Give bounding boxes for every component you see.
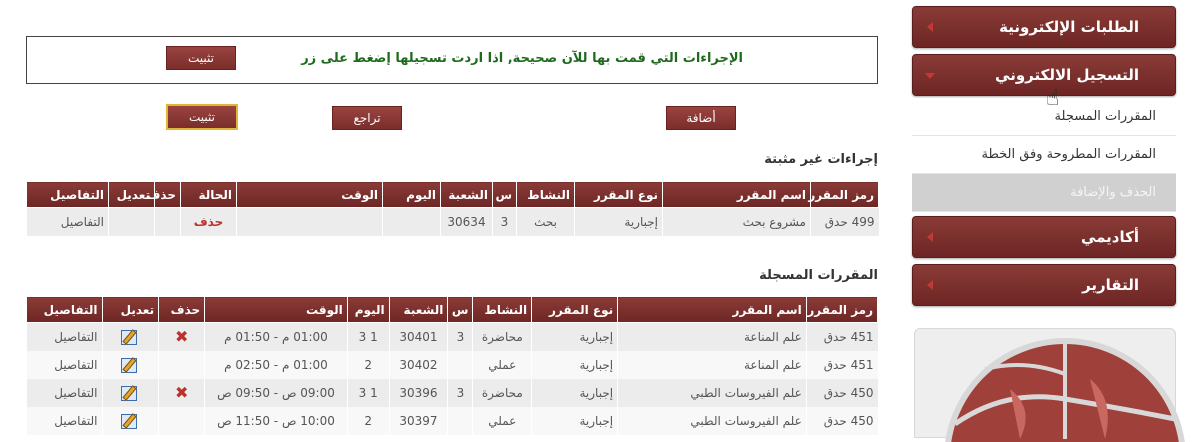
confirm-button[interactable]: تثبيت — [166, 104, 238, 130]
delete-icon[interactable]: ✖ — [174, 383, 189, 402]
subitem-registered-courses[interactable] — [912, 98, 1176, 136]
cell-day: 1 3 — [347, 323, 389, 351]
sidebar-item-academic[interactable] — [912, 216, 1176, 258]
cell-edit — [109, 208, 155, 236]
cell-code: 451 حدق — [806, 351, 877, 379]
col-header: اليوم — [383, 182, 441, 208]
col-header: رمز المقرر — [811, 182, 879, 208]
table-row — [27, 208, 879, 236]
cell-activity: محاضرة — [473, 379, 532, 407]
cell-time: 10:00 ص - 11:50 ص — [205, 407, 348, 435]
col-header: حذف — [155, 182, 181, 208]
cell-delete — [155, 208, 181, 236]
col-header: نوع المقرر — [532, 297, 618, 323]
sidebar-item-reports[interactable] — [912, 264, 1176, 306]
col-header: النشاط — [517, 182, 575, 208]
col-header: س — [493, 182, 517, 208]
cell-edit — [102, 407, 159, 435]
details-link[interactable]: التفاصيل — [27, 208, 109, 236]
chevron-down-icon — [925, 73, 935, 79]
edit-icon[interactable] — [121, 357, 139, 373]
edit-icon[interactable] — [121, 413, 139, 429]
registered-section-title: المقررات المسجلة — [759, 268, 878, 283]
sidebar-item-label: التقارير — [1082, 276, 1139, 294]
sidebar-item-label: أكاديمي — [1080, 228, 1139, 246]
col-header: تعديل — [102, 297, 159, 323]
cell-delete — [159, 379, 205, 407]
hand-cursor-icon: ☝ — [1046, 86, 1060, 111]
globe-banner — [914, 328, 1176, 438]
cell-name: علم الفيروسات الطبي — [618, 407, 807, 435]
col-header: الشعبة — [441, 182, 493, 208]
notice-text: الإجراءات التي قمت بها للآن صحيحة, اذا اردت تسجيلها إضغط على زر — [301, 51, 743, 66]
cell-code: 450 حدق — [806, 407, 877, 435]
col-header: الشعبة — [389, 297, 448, 323]
cell-code: 499 حدق — [811, 208, 879, 236]
subitem-label: المقررات المسجلة — [1054, 109, 1156, 124]
cell-edit — [102, 379, 159, 407]
cell-type: إجبارية — [575, 208, 663, 236]
col-header: نوع المقرر — [575, 182, 663, 208]
cell-status: حذف — [181, 208, 237, 236]
cell-type: إجبارية — [532, 407, 618, 435]
subitem-label: المقررات المطروحة وفق الخطة — [981, 147, 1156, 162]
chevron-left-icon — [927, 22, 933, 32]
table-row — [27, 379, 878, 407]
main-content — [24, 0, 880, 438]
table-row — [27, 323, 878, 351]
cell-time — [237, 208, 383, 236]
edit-icon[interactable] — [121, 385, 139, 401]
pending-section-title: إجراءات غير مثبتة — [764, 152, 878, 167]
cell-day — [383, 208, 441, 236]
sidebar-item-e-registration[interactable] — [912, 54, 1176, 96]
cell-activity: بحث — [517, 208, 575, 236]
cell-hours — [448, 351, 473, 379]
cell-code: 451 حدق — [806, 323, 877, 351]
cell-edit — [102, 323, 159, 351]
cell-edit — [102, 351, 159, 379]
cell-activity: محاضرة — [473, 323, 532, 351]
cell-section: 30634 — [441, 208, 493, 236]
cell-day: 1 3 — [347, 379, 389, 407]
cell-section: 30396 — [389, 379, 448, 407]
col-header: اسم المقرر — [663, 182, 811, 208]
table-header-row — [27, 297, 878, 323]
col-header: س — [448, 297, 473, 323]
col-header: التفاصيل — [27, 297, 103, 323]
notice-confirm-button[interactable]: تثبيت — [166, 46, 236, 70]
pending-table — [26, 181, 879, 236]
cell-hours: 3 — [493, 208, 517, 236]
delete-icon[interactable]: ✖ — [174, 327, 189, 347]
cell-name: مشروع بحث — [663, 208, 811, 236]
col-header: الوقت — [237, 182, 383, 208]
cell-activity: عملي — [473, 407, 532, 435]
subitem-drop-add[interactable] — [912, 174, 1176, 212]
cell-section: 30402 — [389, 351, 448, 379]
cell-hours: 3 — [448, 379, 473, 407]
sidebar-item-label: الطلبات الإلكترونية — [999, 18, 1139, 36]
cell-type: إجبارية — [532, 323, 618, 351]
cell-delete — [159, 323, 205, 351]
cell-name: علم المناعة — [618, 323, 807, 351]
cell-day: 2 — [347, 407, 389, 435]
registered-table — [26, 296, 878, 435]
add-button[interactable]: أضافة — [666, 106, 736, 130]
sidebar-item-e-requests[interactable] — [912, 6, 1176, 48]
cell-delete — [159, 351, 205, 379]
table-row — [27, 351, 878, 379]
col-header: التفاصيل — [27, 182, 109, 208]
cell-time: 01:00 م - 02:50 م — [205, 351, 348, 379]
cell-time: 01:00 م - 01:50 م — [205, 323, 348, 351]
cell-type: إجبارية — [532, 351, 618, 379]
details-link[interactable]: التفاصيل — [27, 379, 103, 407]
table-header-row — [27, 182, 879, 208]
cell-type: إجبارية — [532, 379, 618, 407]
details-link[interactable]: التفاصيل — [27, 351, 103, 379]
cell-hours: 3 — [448, 323, 473, 351]
cell-time: 09:00 ص - 09:50 ص — [205, 379, 348, 407]
subitem-label: الحذف والإضافة — [1070, 185, 1156, 200]
cell-delete — [159, 407, 205, 435]
chevron-left-icon — [927, 232, 933, 242]
col-header: الحالة — [181, 182, 237, 208]
notice-box — [26, 36, 878, 84]
col-header: تعديل — [109, 182, 155, 208]
chevron-left-icon — [927, 280, 933, 290]
col-header: حذف — [159, 297, 205, 323]
details-link[interactable]: التفاصيل — [27, 407, 103, 435]
cell-code: 450 حدق — [806, 379, 877, 407]
col-header: اليوم — [347, 297, 389, 323]
cell-day: 2 — [347, 351, 389, 379]
col-header: الوقت — [205, 297, 348, 323]
cell-hours — [448, 407, 473, 435]
cell-section: 30401 — [389, 323, 448, 351]
cell-name: علم المناعة — [618, 351, 807, 379]
sidebar-item-label: التسجيل الالكتروني — [995, 66, 1139, 84]
cell-section: 30397 — [389, 407, 448, 435]
edit-icon[interactable] — [121, 329, 139, 345]
col-header: النشاط — [473, 297, 532, 323]
details-link[interactable]: التفاصيل — [27, 323, 103, 351]
col-header: رمز المقرر — [806, 297, 877, 323]
subitem-offered-courses[interactable] — [912, 136, 1176, 174]
undo-button[interactable]: تراجع — [332, 106, 402, 130]
globe-icon — [915, 329, 1177, 439]
table-row — [27, 407, 878, 435]
cell-name: علم الفيروسات الطبي — [618, 379, 807, 407]
col-header: اسم المقرر — [618, 297, 807, 323]
cell-activity: عملي — [473, 351, 532, 379]
